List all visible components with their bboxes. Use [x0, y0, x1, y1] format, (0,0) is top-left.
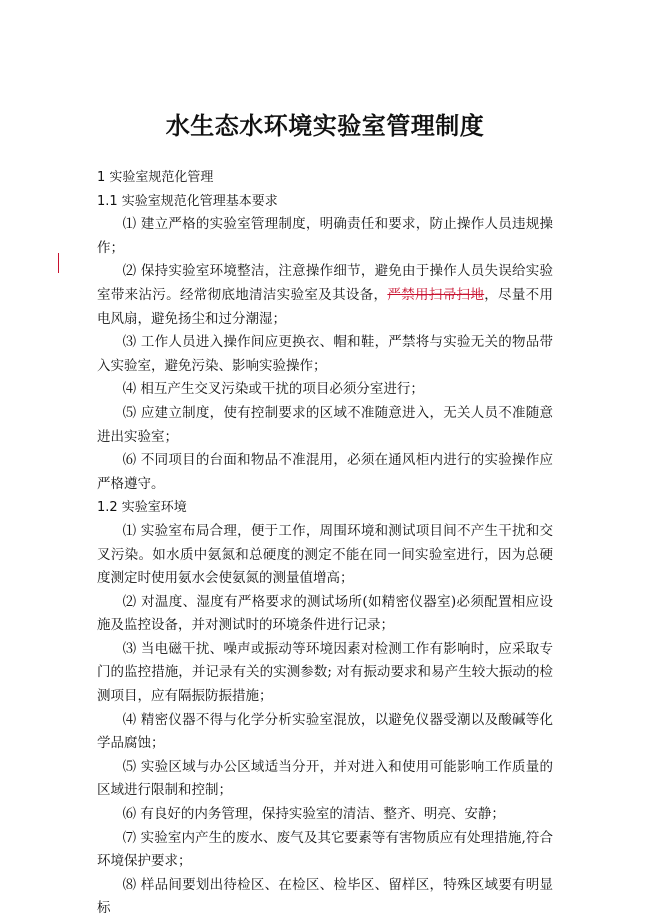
paragraph: ⑴ 实验室布局合理，便于工作，周围环境和测试项目间不产生干扰和交叉污染。如水质中氨氮和总硬度的测定不能在同一间实验室进行，因为总硬度测定时使用氨水会使氨氮的测量值增高； — [97, 522, 553, 587]
paragraph: ⑸ 实验区域与办公区域适当分开，并对进入和使用可能影响工作质量的区域进行限制和控制； — [97, 758, 553, 799]
paragraph-text: ⑵ 保持实验室环境整洁，注意操作细节，避免由于操作人员失误给实验室带来沾污。经常彻底地清洁实验室及其设备， — [97, 263, 553, 303]
paragraph: ⑹ 有良好的内务管理，保持实验室的清洁、整齐、明亮、安静； — [122, 806, 505, 823]
revision-mark — [58, 253, 59, 273]
subsection-heading: 1.2 实验室环境 — [97, 500, 187, 516]
paragraph: ⑵ 对温度、湿度有严格要求的测试场所(如精密仪器室)必须配置相应设施及监控设备，并对测试时的环境条件进行记录； — [97, 593, 553, 634]
paragraph: ⑷ 精密仪器不得与化学分析实验室混放，以避免仪器受潮以及酸碱等化学品腐蚀； — [97, 711, 553, 752]
paragraph: ⑷ 相互产生交叉污染或干扰的项目必须分室进行； — [122, 381, 424, 398]
paragraph-text: ，尽量不用电风扇，避免扬尘和过分潮湿； — [97, 286, 553, 327]
paragraph: ⑹ 不同项目的台面和物品不准混用，必须在通风柜内进行的实验操作应严格遵守。 — [97, 452, 553, 492]
paragraph: ⑺ 实验室内产生的废水、废气及其它要素等有害物质应有处理措施,符合环境保护要求； — [97, 829, 553, 870]
paragraph: ⑴ 建立严格的实验室管理制度，明确责任和要求，防止操作人员违规操作； — [97, 216, 553, 256]
deleted-text: 严禁用扫帚扫地 — [387, 286, 485, 303]
document-title: 水生态水环境实验室管理制度 — [165, 112, 485, 140]
paragraph: ⑸ 应建立制度，使有控制要求的区域不准随意进入，无关人员不准随意进出实验室； — [97, 404, 553, 445]
section-heading: 1 实验室规范化管理 — [97, 170, 214, 185]
paragraph: ⑶ 当电磁干扰、噪声或振动等环境因素对检测工作有影响时，应采取专门的监控措施，并记录有关的实测参数; 对有振动要求和易产生较大振动的检测项目，应有隔振防振措施； — [97, 640, 553, 705]
subsection-heading: 1.1 实验室规范化管理基本要求 — [97, 193, 278, 209]
paragraph: ⑶ 工作人员进入操作间应更换衣、帽和鞋，严禁将与实验无关的物品带入实验室，避免污染、影响实验操作； — [97, 334, 553, 374]
paragraph: ⑻ 样品间要划出待检区、在检区、检毕区、留样区，特殊区域要有明显标 — [97, 876, 553, 917]
document-body — [97, 166, 553, 921]
paragraph — [97, 260, 553, 331]
